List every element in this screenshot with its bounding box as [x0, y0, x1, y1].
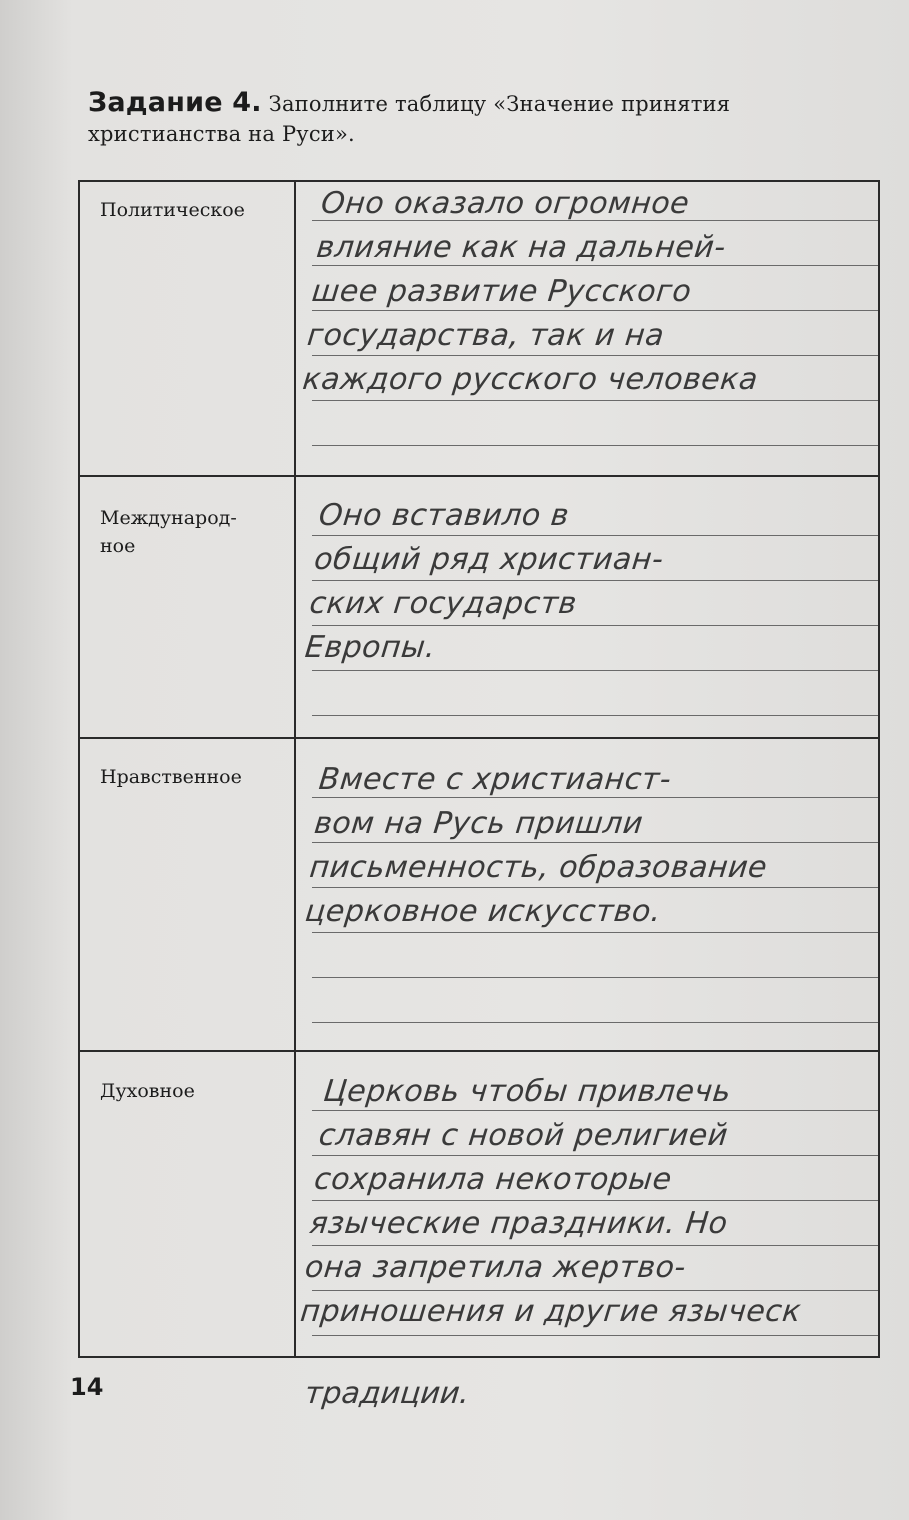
handwritten-line: славян с новой религией: [317, 1118, 730, 1153]
handwritten-line: она запретила жертво-: [303, 1250, 688, 1285]
task-heading: Задание 4.: [88, 87, 262, 118]
handwritten-line: каждого русского человека: [300, 362, 760, 397]
answer-moral: [303, 758, 891, 934]
page-number: 14: [70, 1373, 104, 1401]
handwritten-line: Европы.: [303, 630, 438, 665]
handwritten-line: влияние как на дальней-: [314, 230, 728, 265]
table-column-divider: [294, 180, 296, 1358]
handwritten-line: шее развитие Русского: [310, 274, 694, 309]
handwritten-line: Оно оказало огромное: [319, 186, 692, 221]
answer-international: [303, 494, 891, 670]
handwritten-line: ских государств: [307, 586, 579, 621]
row-divider: [78, 737, 880, 739]
row-label-spiritual: Духовное: [100, 1080, 195, 1102]
row-label-international: Международ- ное: [100, 507, 237, 557]
handwritten-line: приношения и другие языческ: [298, 1294, 803, 1329]
answer-spiritual: [298, 1070, 896, 1334]
handwritten-line: письменность, образование: [307, 850, 769, 885]
handwritten-line: общий ряд христиан-: [312, 542, 666, 577]
row-label-moral: Нравственное: [100, 766, 242, 788]
ruled-line: [312, 715, 878, 716]
row-divider: [78, 1050, 880, 1052]
ruled-line: [312, 1335, 878, 1336]
task-text: Заполните таблицу «Значение принятия христианства на Руси».: [88, 92, 731, 146]
handwritten-tail-line: традиции.: [303, 1376, 471, 1411]
ruled-line: [312, 445, 878, 446]
ruled-line: [312, 1022, 878, 1023]
handwritten-line: вом на Русь пришли: [312, 806, 645, 841]
ruled-line: [312, 670, 878, 671]
row-divider: [78, 475, 880, 477]
handwritten-line: сохранила некоторые: [312, 1162, 674, 1197]
handwritten-line: Оно вставило в: [317, 498, 571, 533]
handwritten-line: Вместе с христианст-: [317, 762, 674, 797]
handwritten-line: Церковь чтобы привлечь: [321, 1074, 733, 1109]
task-title: [88, 88, 888, 149]
handwritten-line: государства, так и на: [305, 318, 666, 353]
answer-political: [300, 182, 893, 402]
handwritten-line: языческие праздники. Но: [307, 1206, 730, 1241]
row-label-political: Политическое: [100, 199, 245, 221]
handwritten-line: церковное искусство.: [303, 894, 663, 929]
ruled-line: [312, 977, 878, 978]
